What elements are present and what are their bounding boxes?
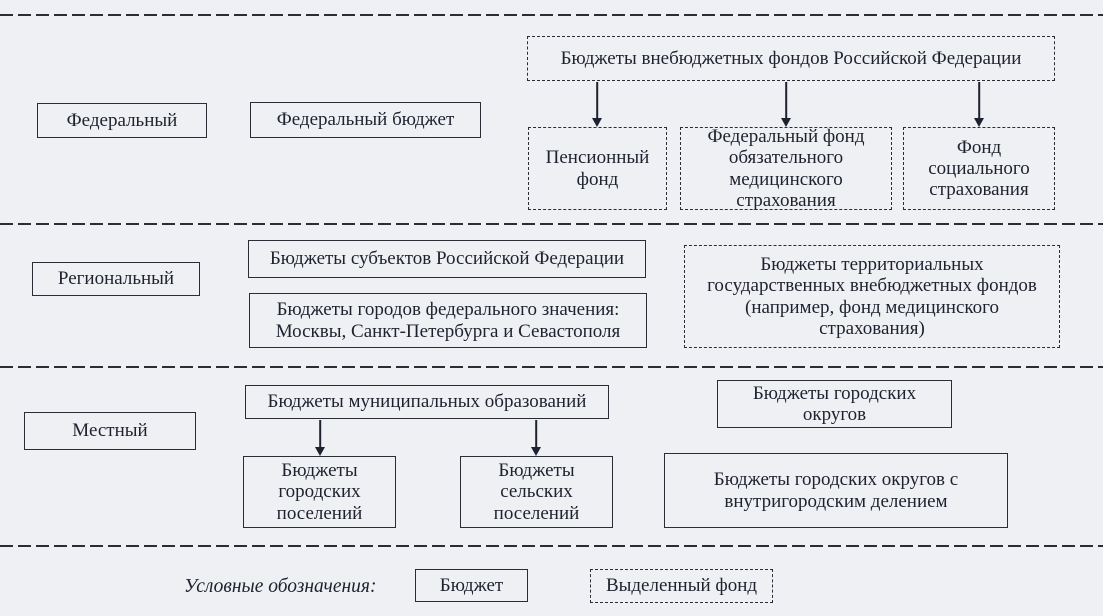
- arrow-down-medical-fund: [780, 82, 792, 127]
- arrow-down-rural-settlements: [530, 420, 542, 456]
- urban-settlements-budgets-box: Бюджеты городских поселений: [243, 456, 396, 528]
- arrow-head-icon: [592, 118, 602, 127]
- arrow-head-icon: [315, 447, 325, 456]
- separator-line-3: [0, 366, 1103, 368]
- arrow-stem: [978, 82, 980, 121]
- municipal-budgets-box: Бюджеты муниципальных образований: [245, 385, 609, 419]
- federal-medical-insurance-fund-box: Федеральный фонд обязательного медицинского страхования: [680, 127, 892, 210]
- level-label-local: Местный: [24, 412, 196, 450]
- arrow-down-pension-fund: [591, 82, 603, 127]
- level-label-federal: Федеральный: [37, 103, 207, 138]
- separator-line-4: [0, 545, 1103, 547]
- subjects-budgets-box: Бюджеты субъектов Российской Федерации: [248, 240, 646, 278]
- arrow-stem: [596, 82, 598, 121]
- legend-fund-box: Выделенный фонд: [590, 569, 773, 603]
- territorial-funds-box: Бюджеты территориальных государственных внебюджетных фондов (например, фонд медицинского страхования): [684, 245, 1060, 348]
- arrow-stem: [785, 82, 787, 121]
- arrow-head-icon: [974, 118, 984, 127]
- extrabudgetary-funds-parent-box: Бюджеты внебюджетных фондов Российской Федерации: [527, 36, 1055, 81]
- level-label-regional: Региональный: [32, 262, 200, 296]
- urban-okrugs-budgets-box: Бюджеты городских округов: [717, 380, 952, 428]
- separator-line-1: [0, 14, 1103, 16]
- rural-settlements-budgets-box: Бюджеты сельских поселений: [460, 456, 613, 528]
- legend-budget-box: Бюджет: [415, 569, 528, 602]
- arrow-head-icon: [531, 447, 541, 456]
- separator-line-2: [0, 223, 1103, 225]
- social-insurance-fund-box: Фонд социального страхования: [903, 127, 1055, 210]
- urban-okrugs-divisions-budgets-box: Бюджеты городских округов с внутригородским делением: [664, 453, 1008, 528]
- legend-caption: Условные обозначения:: [184, 576, 377, 597]
- arrow-down-urban-settlements: [314, 420, 326, 456]
- arrow-down-social-fund: [973, 82, 985, 127]
- federal-budget-box: Федеральный бюджет: [250, 102, 481, 138]
- federal-cities-budgets-box: Бюджеты городов федерального значения: Москвы, Санкт-Петербурга и Севастополя: [249, 293, 647, 348]
- arrow-stem: [319, 420, 321, 450]
- arrow-stem: [535, 420, 537, 450]
- pension-fund-box: Пенсионный фонд: [528, 127, 667, 210]
